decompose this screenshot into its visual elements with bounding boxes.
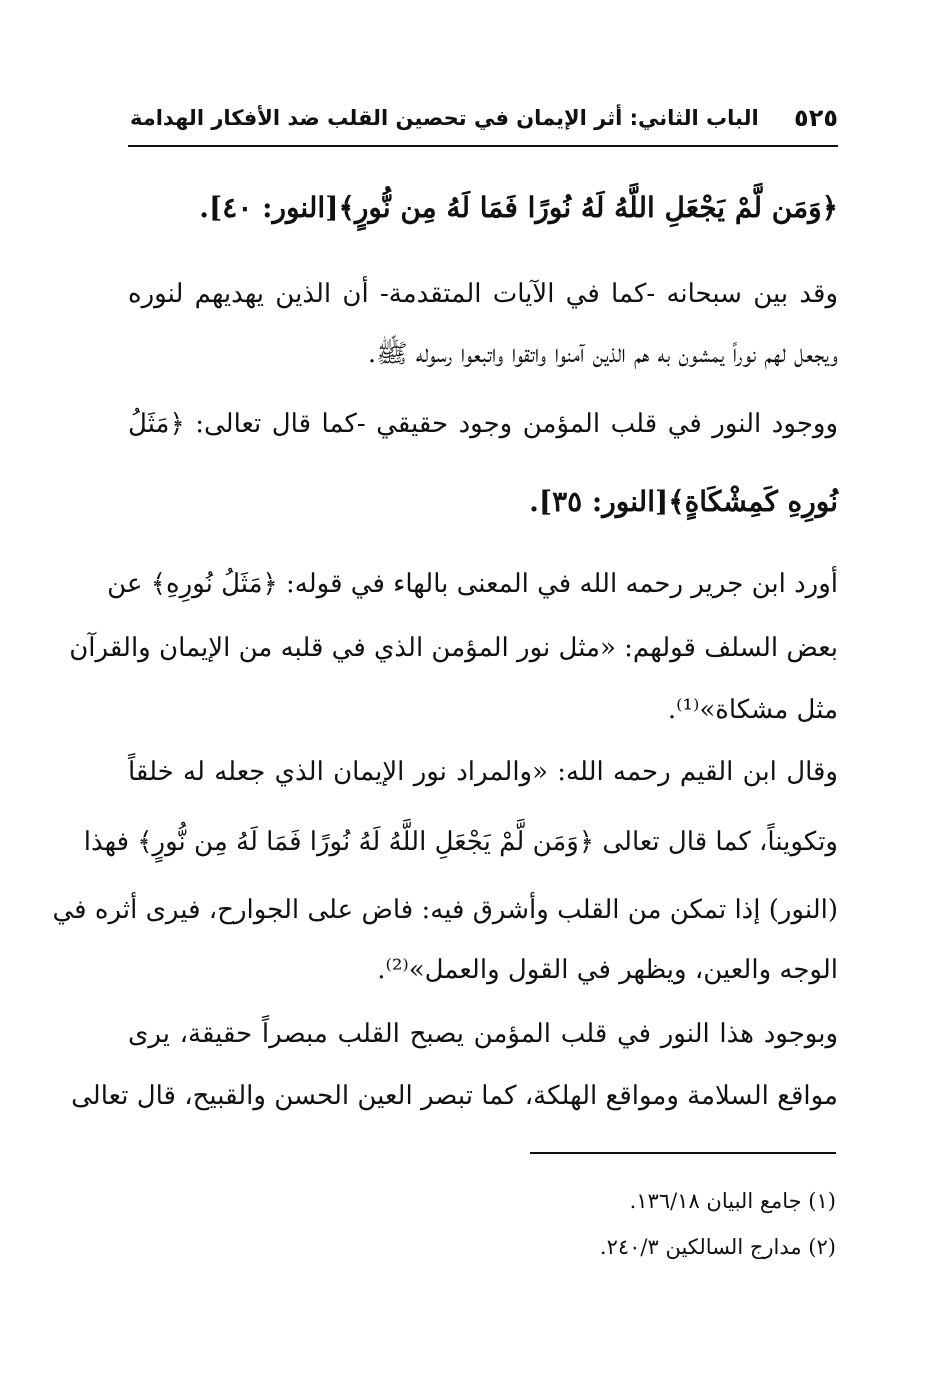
body-line: مواقع السلامة ومواقع الهلكة، كما تبصر العين الحسن والقبيح، قال تعالى: [71, 1081, 838, 1111]
footnote-2: (٢) مدارج السالكين ٢٤٠/٣.: [599, 1235, 836, 1259]
body-line: ويجعل لهم نوراً يمشون به هم الذين آمنوا واتقوا واتبعوا رسوله ﷺ.: [367, 339, 838, 369]
body-line: وقد بين سبحانه -كما في الآيات المتقدمة- أن الذين يهديهم لنوره: [128, 279, 838, 309]
body-line: أورد ابن جرير رحمه الله في المعنى بالهاء في قوله: ﴿مَثَلُ نُورِهِ﴾ عن: [107, 569, 838, 599]
body-line: بعض السلف قولهم: «مثل نور المؤمن الذي في قلبه من الإيمان والقرآن: [69, 633, 838, 663]
body-line: الوجه والعين، ويظهر في القول والعمل»⁽²⁾.: [377, 955, 838, 985]
running-title: الباب الثاني: أثر الإيمان في تحصين القلب ضد الأفكار الهدامة: [130, 106, 759, 130]
body-line: (النور) إذا تمكن من القلب وأشرق فيه: فاض على الجوارح، فيرى أثره في: [52, 895, 838, 925]
body-line: وقال ابن القيم رحمه الله: «والمراد نور الإيمان الذي جعله له خلقاً: [128, 757, 838, 787]
quran-verse-line: ﴿وَمَن لَّمْ يَجْعَلِ اللَّهُ لَهُ نُورًا فَمَا لَهُ مِن نُّورٍ﴾[النور: ٤٠].: [199, 191, 838, 224]
body-line: وبوجود هذا النور في قلب المؤمن يصبح القلب مبصراً حقيقة، يرى: [128, 1019, 838, 1049]
quran-verse-line: نُورِهِ كَمِشْكَاةٍ﴾[النور: ٣٥].: [529, 485, 838, 518]
body-line: ووجود النور في قلب المؤمن وجود حقيقي -كما قال تعالى: ﴿مَثَلُ: [128, 409, 838, 439]
header-rule: [128, 145, 838, 147]
page-number: ٥٢٥: [794, 104, 838, 132]
footnote-1: (١) جامع البيان ١٣٦/١٨.: [629, 1189, 836, 1213]
body-line: مثل مشكاة»⁽¹⁾.: [667, 695, 838, 725]
page-header: [128, 100, 838, 136]
body-line: وتكويناً، كما قال تعالى ﴿وَمَن لَّمْ يَجْعَلِ اللَّهُ لَهُ نُورًا فَمَا لَهُ مِن نُّورٍ﴾ فهذا: [83, 827, 838, 857]
footnotes: [600, 1178, 836, 1270]
footnote-rule: [530, 1152, 836, 1154]
